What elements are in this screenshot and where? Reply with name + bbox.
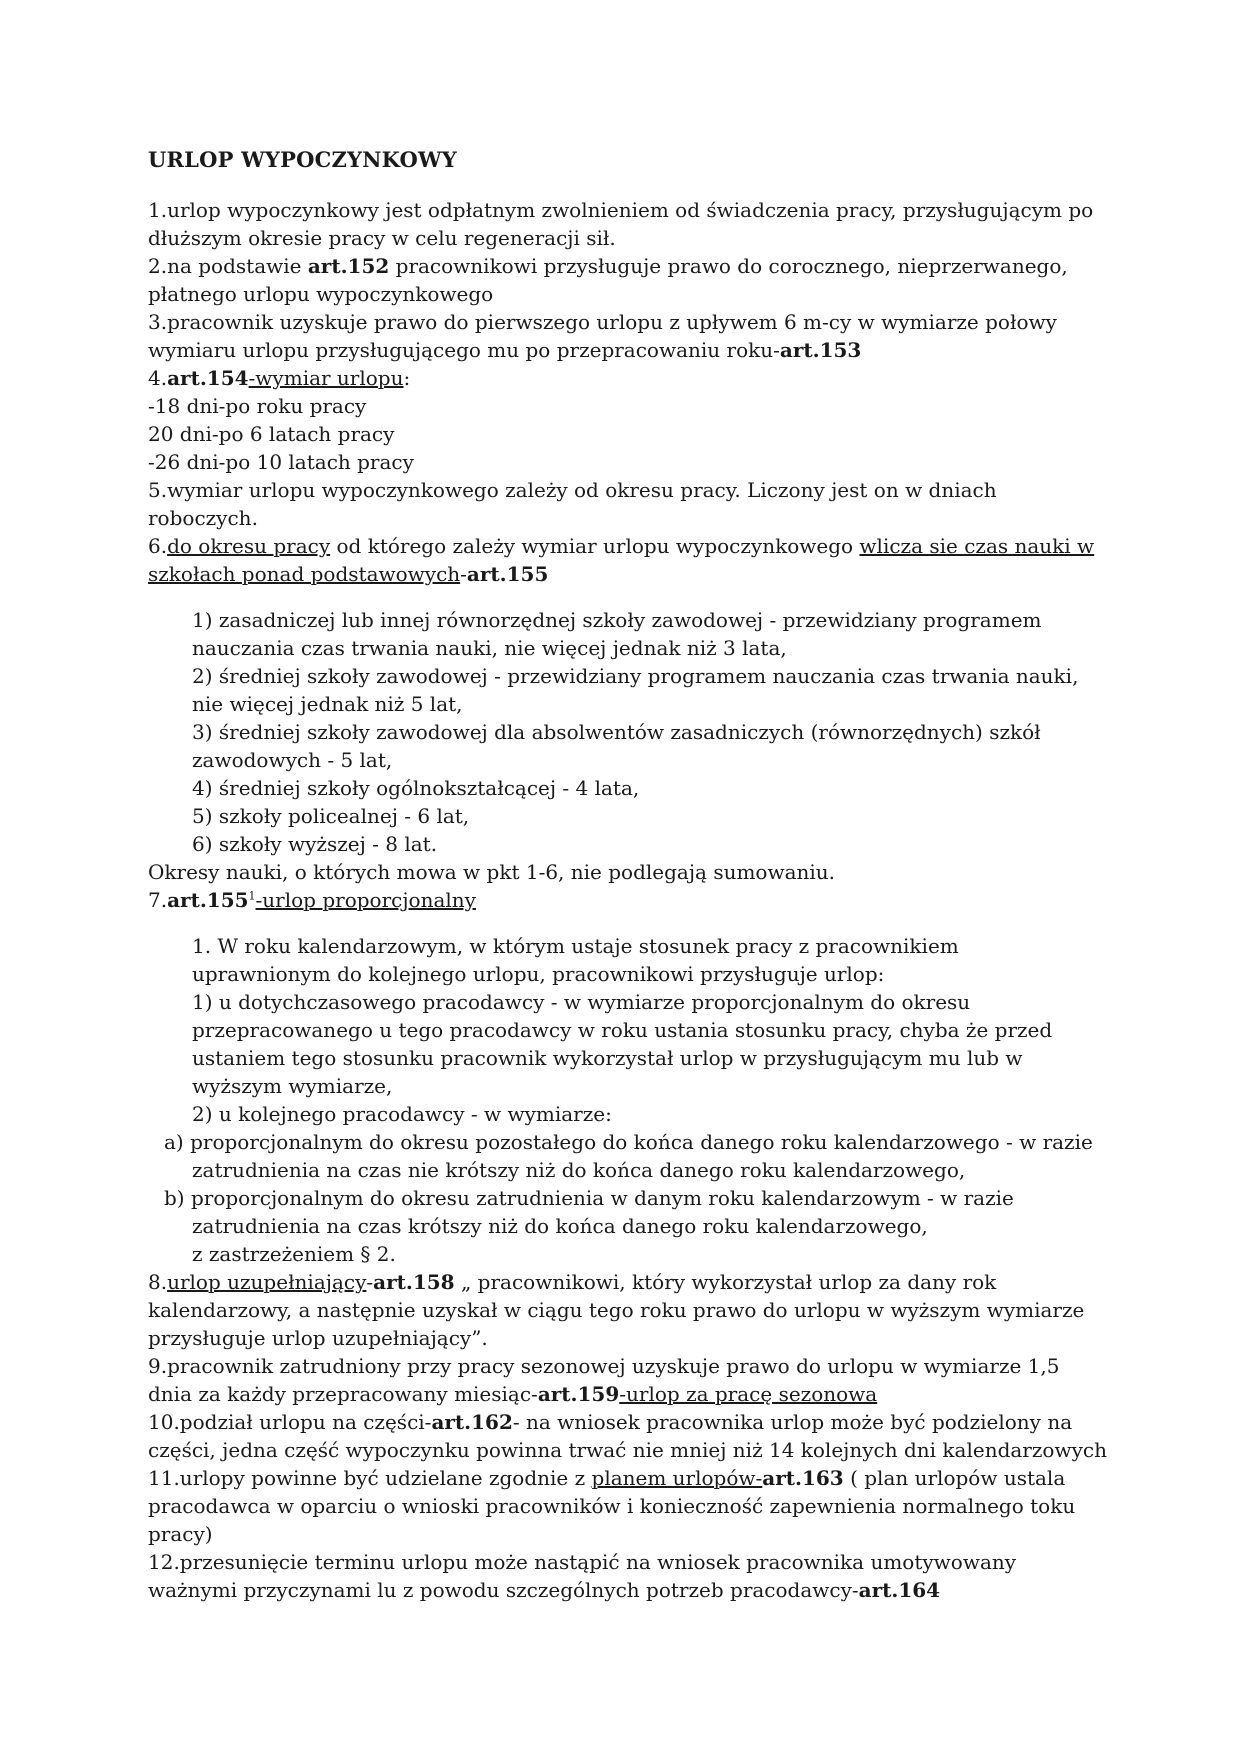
- proportional-leave-block: [148, 932, 1108, 1268]
- paragraph-5: 5.wymiar urlopu wypoczynkowego zależy od okresu pracy. Liczony jest on w dniach roboczych.: [148, 478, 997, 530]
- leave-length-line: 20 dni-po 6 latach pracy: [148, 422, 395, 446]
- list-item: b) proporcjonalnym do okresu zatrudnienia w danym roku kalendarzowym - w razie zatrudnienia na czas krótszy niż do końca danego roku kalendarzowego,: [164, 1186, 1014, 1238]
- list-item: 4) średniej szkoły ogólnokształcącej - 4 lata,: [192, 776, 640, 800]
- article-ref: art.164: [858, 1578, 941, 1602]
- paragraph-6: 6.do okresu pracy od którego zależy wymiar urlopu wypoczynkowego wlicza sie czas nauki w szkołach ponad podstawowych-art.155: [148, 534, 1095, 586]
- article-ref: art.154: [167, 366, 249, 390]
- paragraph-10: 10.podział urlopu na części-art.162- na wniosek pracownika urlop może być podzielony na części, jedna część wypoczynku powinna trwać nie mniej niż 14 kolejnych dni kalendarzowych: [148, 1410, 1107, 1462]
- list-item: 6) szkoły wyższej - 8 lat.: [192, 832, 438, 856]
- paragraph-9: 9.pracownik zatrudniony przy pracy sezonowej uzyskuje prawo do urlopu w wymiarze 1,5 dnia za każdy przepracowany miesiąc-art.159-urlop za pracę sezonowa: [148, 1354, 1060, 1406]
- leave-length-line: -26 dni-po 10 latach pracy: [148, 450, 414, 474]
- article-ref: art.163: [762, 1466, 844, 1490]
- list-item: 3) średniej szkoły zawodowej dla absolwentów zasadniczych (równorzędnych) szkół zawodowych - 5 lat,: [192, 720, 1041, 772]
- article-ref: art.162: [431, 1410, 513, 1434]
- school-list: [192, 606, 1100, 858]
- article-ref: art.155: [167, 888, 249, 912]
- paragraph-3: 3.pracownik uzyskuje prawo do pierwszego urlopu z upływem 6 m-cy w wymiarze połowy wymiaru urlopu przysługującego mu po przepracowaniu roku-art.153: [148, 310, 1057, 362]
- list-item: z zastrzeżeniem § 2.: [192, 1242, 396, 1266]
- article-ref: art.158: [373, 1270, 455, 1294]
- list-item: 2) u kolejnego pracodawcy - w wymiarze:: [192, 1102, 612, 1126]
- list-item: 5) szkoły policealnej - 6 lat,: [192, 804, 470, 828]
- document-page: [148, 146, 1108, 1604]
- document-title: URLOP WYPOCZYNKOWY: [148, 147, 457, 172]
- paragraph-11: 11.urlopy powinne być udzielane zgodnie z planem urlopów-art.163 ( plan urlopów ustala pracodawca w oparciu o wnioski pracowników i konieczność zapewnienia normalnego toku pracy): [148, 1466, 1076, 1546]
- article-ref: art.155: [466, 562, 549, 586]
- article-ref: art.159: [537, 1382, 620, 1406]
- list-item: 1) u dotychczasowego pracodawcy - w wymiarze proporcjonalnym do okresu przepracowanego u tego pracodawcy w roku ustania stosunku pracy, chyba że przed ustaniem tego stosunku pracownik wykorzystał urlop w przysługującym mu lub w wyższym wymiarze,: [192, 990, 1053, 1098]
- article-ref: art.152: [307, 254, 390, 278]
- list-item: 1. W roku kalendarzowym, w którym ustaje stosunek pracy z pracownikiem uprawnionym do kolejnego urlopu, pracownikowi przysługuje urlop:: [192, 934, 959, 986]
- list-item: 1) zasadniczej lub innej równorzędnej szkoły zawodowej - przewidziany programem nauczania czas trwania nauki, nie więcej jednak niż 3 lata,: [192, 608, 1042, 660]
- paragraph-2: 2.na podstawie art.152 pracownikowi przysługuje prawo do corocznego, nieprzerwanego, płatnego urlopu wypoczynkowego: [148, 254, 1068, 306]
- list-item: a) proporcjonalnym do okresu pozostałego do końca danego roku kalendarzowego - w razie zatrudnienia na czas nie krótszy niż do końca danego roku kalendarzowego,: [164, 1130, 1093, 1182]
- leave-length-line: -18 dni-po roku pracy: [148, 394, 367, 418]
- okresy-note: Okresy nauki, o których mowa w pkt 1-6, nie podlegają sumowaniu.: [148, 860, 836, 884]
- paragraph-4: 4.art.154-wymiar urlopu:: [148, 366, 411, 390]
- article-ref: art.153: [779, 338, 862, 362]
- paragraph-7: 7.art.155$^1$-urlop proporcjonalny: [148, 888, 476, 912]
- paragraph-12: 12.przesunięcie terminu urlopu może nastąpić na wniosek pracownika umotywowany ważnymi przyczynami lu z powodu szczególnych potrzeb pracodawcy-art.164: [148, 1550, 1017, 1602]
- paragraph-1: 1.urlop wypoczynkowy jest odpłatnym zwolnieniem od świadczenia pracy, przysługującym po dłuższym okresie pracy w celu regeneracji sił.: [148, 198, 1094, 250]
- list-item: 2) średniej szkoły zawodowej - przewidziany programem nauczania czas trwania nauki, nie więcej jednak niż 5 lat,: [192, 664, 1079, 716]
- paragraph-8: 8.urlop uzupełniający-art.158 „ pracownikowi, który wykorzystał urlop za dany rok kalendarzowy, a następnie uzyskał w ciągu tego roku prawo do urlopu w wyższym wymiarze przysługuje urlop uzupełniający”.: [148, 1270, 1085, 1350]
